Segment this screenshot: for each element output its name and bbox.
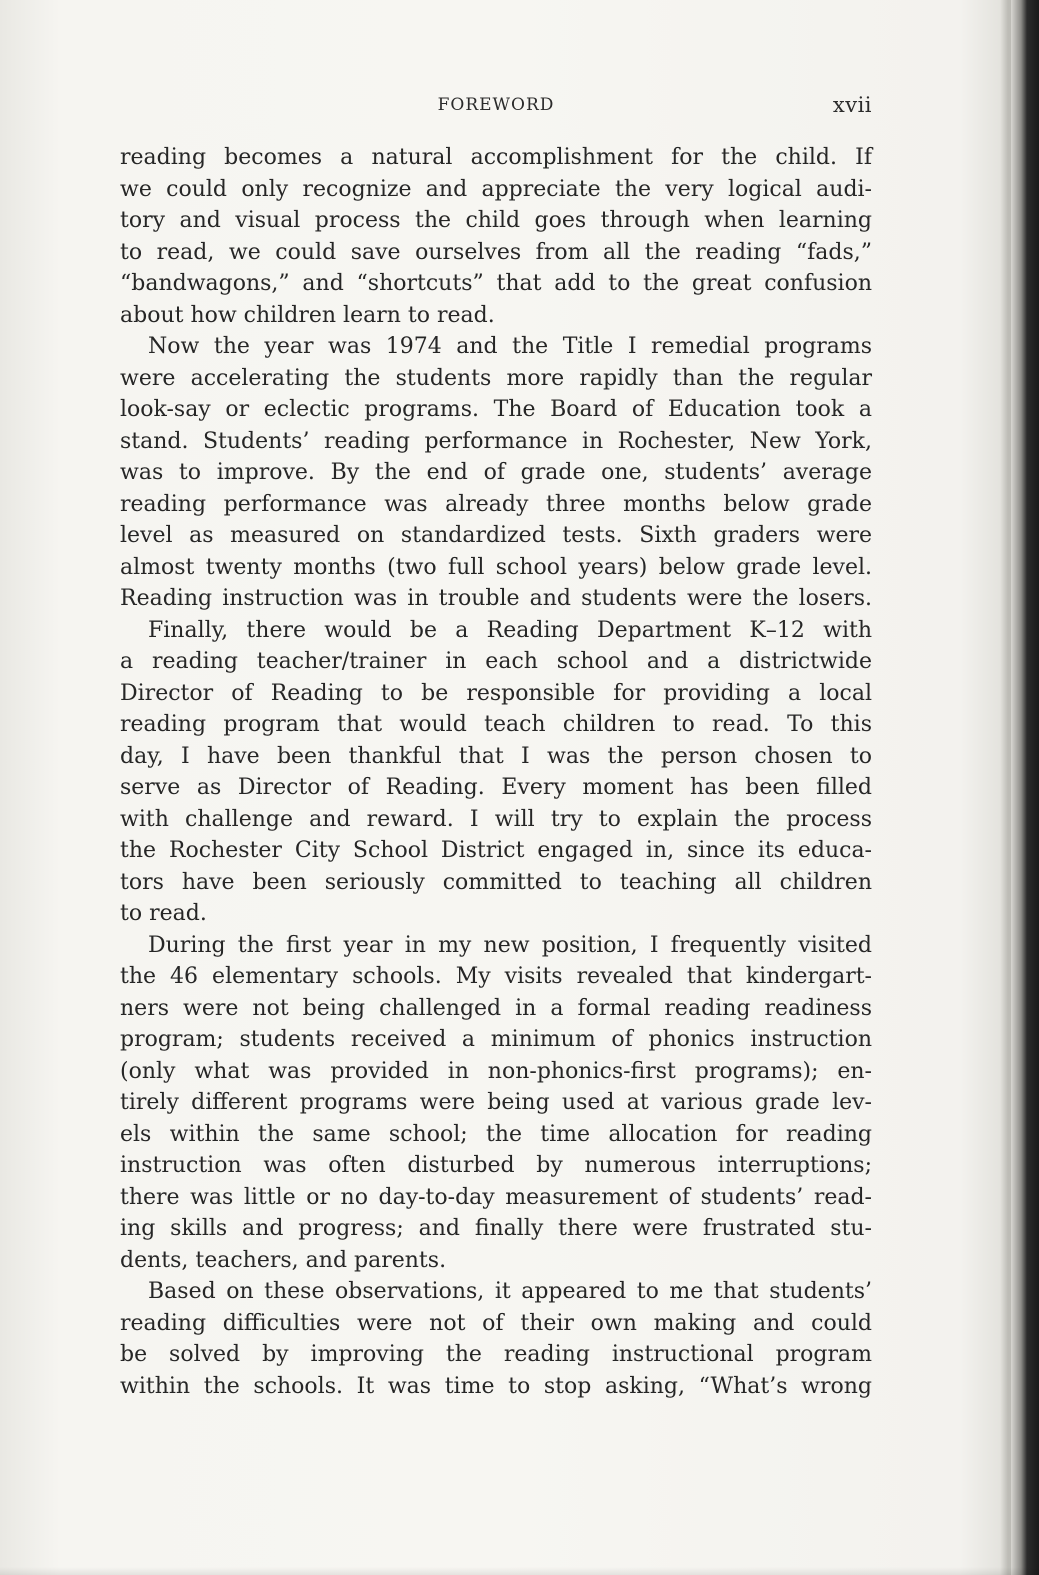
text-line: tory and visual process the child goes through when learning bbox=[120, 208, 872, 233]
text-line: tors have been seriously committed to teaching all children bbox=[120, 869, 872, 895]
text-line: within the schools. It was time to stop asking, “What’s wrong bbox=[120, 1373, 872, 1399]
text-line: about how children learn to read. bbox=[120, 302, 495, 328]
text-line: ing skills and progress; and finally there were frustrated stu- bbox=[120, 1216, 872, 1241]
text-line: with challenge and reward. I will try to explain the process bbox=[120, 806, 872, 832]
paragraph-first-line: During the first year in my new position, I frequently visited bbox=[148, 932, 872, 958]
text-line: to read. bbox=[120, 901, 207, 926]
page-bottom-edge bbox=[0, 1567, 1039, 1575]
text-line: instruction was often disturbed by numerous interruptions; bbox=[120, 1153, 872, 1178]
text-line: reading becomes a natural accomplishment for the child. If bbox=[120, 145, 872, 170]
text-line: stand. Students’ reading performance in Rochester, New York, bbox=[120, 428, 872, 454]
text-line: dents, teachers, and parents. bbox=[120, 1247, 447, 1273]
running-head-title: FOREWORD bbox=[437, 95, 555, 115]
body-text bbox=[120, 142, 872, 1402]
text-line: reading performance was already three months below grade bbox=[120, 491, 872, 517]
text-line: we could only recognize and appreciate the very logical audi- bbox=[120, 176, 872, 202]
text-line: ners were not being challenged in a formal reading readiness bbox=[120, 995, 872, 1021]
text-line: were accelerating the students more rapidly than the regular bbox=[120, 365, 872, 391]
text-line: “bandwagons,” and “shortcuts” that add to the great confusion bbox=[120, 271, 872, 296]
text-line: program; students received a minimum of phonics instruction bbox=[120, 1027, 872, 1052]
paragraph-first-line: Finally, there would be a Reading Department K–12 with bbox=[148, 617, 872, 643]
text-line: (only what was provided in non-phonics-first programs); en- bbox=[120, 1058, 872, 1084]
text-line: reading difficulties were not of their own making and could bbox=[120, 1310, 872, 1336]
text-line: tirely different programs were being used at various grade lev- bbox=[120, 1090, 872, 1115]
text-line: els within the same school; the time allocation for reading bbox=[120, 1121, 872, 1147]
text-line: a reading teacher/trainer in each school and a districtwide bbox=[120, 649, 872, 674]
text-line: almost twenty months (two full school years) below grade level. bbox=[120, 554, 872, 580]
book-spine-shadow bbox=[1011, 0, 1039, 1575]
text-line: be solved by improving the reading instructional program bbox=[120, 1342, 872, 1367]
text-line: there was little or no day-to-day measurement of students’ read- bbox=[120, 1184, 872, 1210]
text-line: was to improve. By the end of grade one, students’ average bbox=[120, 460, 872, 485]
page-number: xvii bbox=[832, 93, 872, 117]
text-line: look-say or eclectic programs. The Board of Education took a bbox=[120, 397, 872, 422]
text-line: reading program that would teach children to read. To this bbox=[120, 712, 872, 737]
text-line: Director of Reading to be responsible for providing a local bbox=[120, 680, 872, 706]
text-line: the 46 elementary schools. My visits revealed that kindergart- bbox=[120, 964, 872, 989]
text-line: the Rochester City School District engaged in, since its educa- bbox=[120, 838, 872, 863]
text-line: level as measured on standardized tests. Sixth graders were bbox=[120, 523, 872, 548]
text-line: Reading instruction was in trouble and students were the losers. bbox=[120, 586, 872, 611]
text-line: serve as Director of Reading. Every moment has been filled bbox=[120, 775, 872, 800]
paragraph-first-line: Now the year was 1974 and the Title I remedial programs bbox=[148, 334, 872, 359]
paragraph-first-line: Based on these observations, it appeared to me that students’ bbox=[148, 1279, 872, 1304]
text-line: day, I have been thankful that I was the person chosen to bbox=[120, 743, 872, 769]
text-line: to read, we could save ourselves from all the reading “fads,” bbox=[120, 239, 872, 265]
running-head bbox=[120, 93, 872, 121]
